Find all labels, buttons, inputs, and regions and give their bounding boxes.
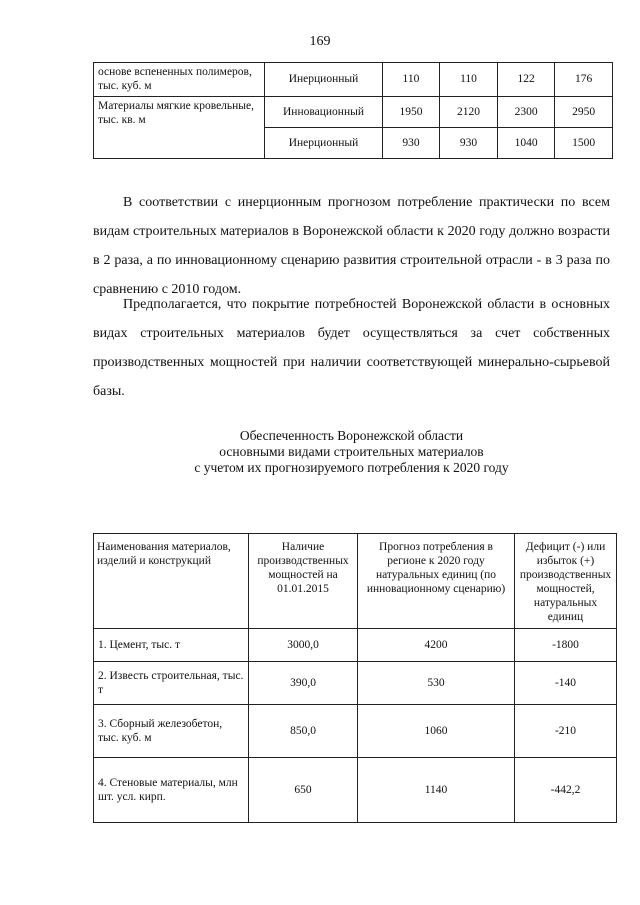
material-name: основе вспененных полимеров, тыс. куб. м (94, 63, 265, 97)
material-name: 1. Цемент, тыс. т (94, 629, 249, 662)
table-row (94, 96, 613, 127)
forecast-value: 1060 (358, 705, 515, 758)
header-materials: Наименования материалов, изделий и конструкций (94, 534, 249, 629)
value-cell: 2300 (497, 96, 555, 127)
value-cell: 930 (440, 127, 498, 158)
header-balance: Дефицит (-) или избыток (+) производственных мощностей, натуральных единиц (515, 534, 617, 629)
value-cell: 930 (382, 127, 440, 158)
value-cell: 176 (555, 63, 613, 97)
material-name: Материалы мягкие кровельные, тыс. кв. м (94, 96, 265, 158)
body-paragraph: В соответствии с инерционным прогнозом потребление практически по всем видам строительных материалов в Воронежской области к 2020 году должно возрасти в 2 раза, а по инновационному сценарию развития строительной отрасли - в 3 раза по сравнению с 2010 годом. (93, 195, 610, 297)
material-name: 2. Известь строительная, тыс. т (94, 662, 249, 705)
header-capacity: Наличие производственных мощностей на 01.01.2015 (249, 534, 358, 629)
forecast-value: 530 (358, 662, 515, 705)
forecast-value: 1140 (358, 758, 515, 823)
table-row (94, 63, 613, 97)
table-row (94, 758, 617, 823)
supply-table (93, 533, 617, 823)
value-cell: 110 (382, 63, 440, 97)
page-number: 169 (309, 34, 331, 49)
capacity-value: 390,0 (249, 662, 358, 705)
value-cell: 122 (497, 63, 555, 97)
balance-value: -1800 (515, 629, 617, 662)
table-title-line: Обеспеченность Воронежской области (239, 428, 464, 443)
table-header-row (94, 534, 617, 629)
value-cell: 1950 (382, 96, 440, 127)
capacity-value: 850,0 (249, 705, 358, 758)
table-row (94, 705, 617, 758)
value-cell: 2120 (440, 96, 498, 127)
body-paragraph: Предполагается, что покрытие потребностей Воронежской области в основных видах строительных материалов будет осуществляться за счет собственных производственных мощностей при наличии соответствующей минерально-сырьевой базы. (93, 297, 610, 399)
header-forecast: Прогноз потребления в регионе к 2020 году натуральных единиц (по инновационному сценарию) (358, 534, 515, 629)
balance-value: -140 (515, 662, 617, 705)
scenario-cell: Инерционный (265, 127, 382, 158)
material-name: 4. Стеновые материалы, млн шт. усл. кирп. (94, 758, 249, 823)
value-cell: 2950 (555, 96, 613, 127)
forecast-value: 4200 (358, 629, 515, 662)
table-title-line: основными видами строительных материалов (219, 444, 484, 459)
continuation-table (93, 62, 613, 159)
balance-value: -442,2 (515, 758, 617, 823)
value-cell: 110 (440, 63, 498, 97)
material-name: 3. Сборный железобетон, тыс. куб. м (94, 705, 249, 758)
table-row (94, 662, 617, 705)
table-row (94, 629, 617, 662)
scenario-cell: Инновационный (265, 96, 382, 127)
scenario-cell: Инерционный (265, 63, 382, 97)
capacity-value: 3000,0 (249, 629, 358, 662)
balance-value: -210 (515, 705, 617, 758)
value-cell: 1500 (555, 127, 613, 158)
table-title-line: с учетом их прогнозируемого потребления к 2020 году (194, 460, 509, 475)
capacity-value: 650 (249, 758, 358, 823)
value-cell: 1040 (497, 127, 555, 158)
table-title (93, 428, 610, 476)
